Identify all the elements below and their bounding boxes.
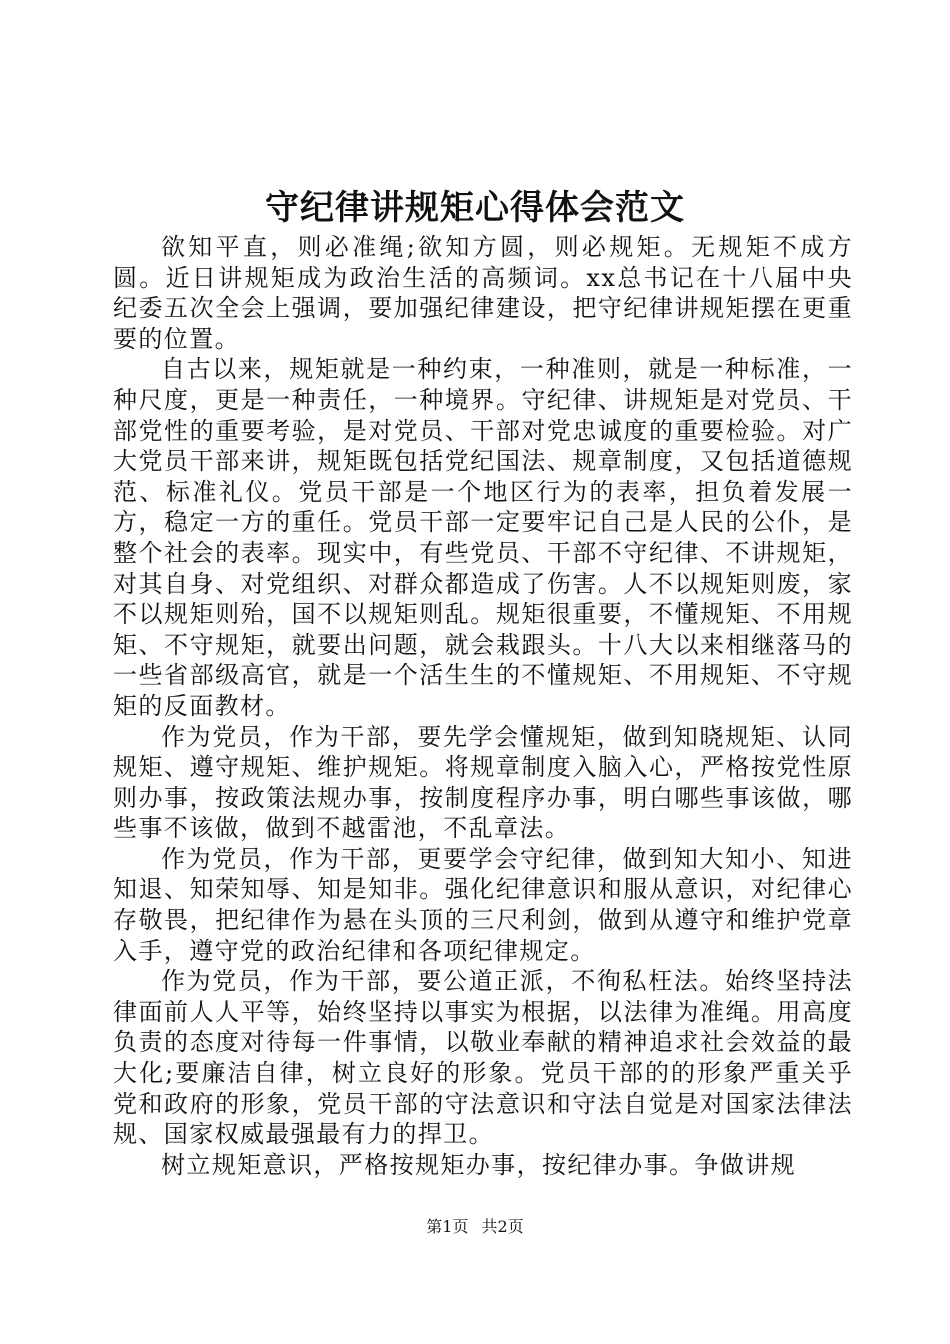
- document-title: 守纪律讲规矩心得体会范文: [265, 188, 685, 228]
- page-number-current: 第1页: [426, 1217, 469, 1236]
- page-footer: [0, 1215, 950, 1239]
- paragraph-3: 作为党员，作为干部，要先学会懂规矩，做到知晓规矩、认同规矩、遵守规矩、维护规矩。将规章制度入脑入心，严格按党性原则办事，按政策法规办事，按制度程序办事，明白哪些事该做，哪些事不该做，做到不越雷池，不乱章法。: [113, 722, 853, 843]
- paragraph-2: 自古以来，规矩就是一种约束，一种准则，就是一种标准，一种尺度，更是一种责任，一种境界。守纪律、讲规矩是对党员、干部党性的重要考验，是对党员、干部对党忠诚度的重要检验。对广大党员干部来讲，规矩既包括党纪国法、规章制度，又包括道德规范、标准礼仪。党员干部是一个地区行为的表率，担负着发展一方，稳定一方的重任。党员干部一定要牢记自己是人民的公仆，是整个社会的表率。现实中，有些党员、干部不守纪律、不讲规矩，对其自身、对党组织、对群众都造成了伤害。人不以规矩则废，家不以规矩则殆，国不以规矩则乱。规矩很重要，不懂规矩、不用规矩、不守规矩，就要出问题，就会栽跟头。十八大以来相继落马的一些省部级高官，就是一个活生生的不懂规矩、不用规矩、不守规矩的反面教材。: [113, 355, 853, 720]
- paragraph-1: 欲知平直，则必准绳;欲知方圆，则必规矩。无规矩不成方圆。近日讲规矩成为政治生活的高频词。xx总书记在十八届中央纪委五次全会上强调，要加强纪律建设，把守纪律讲规矩摆在更重要的位置。: [113, 233, 853, 353]
- paragraph-5: 作为党员，作为干部，要公道正派，不徇私枉法。始终坚持法律面前人人平等，始终坚持以事实为根据，以法律为准绳。用高度负责的态度对待每一件事情，以敬业奉献的精神追求社会效益的最大化;要廉洁自律，树立良好的形象。党员干部的的形象严重关乎党和政府的形象，党员干部的守法意识和守法自觉是对国家法律法规、国家权威最强最有力的捍卫。: [113, 967, 853, 1149]
- document-body: [113, 232, 853, 1180]
- paragraph-4: 作为党员，作为干部，更要学会守纪律，做到知大知小、知进知退、知荣知辱、知是知非。强化纪律意识和服从意识，对纪律心存敬畏，把纪律作为悬在头顶的三尺利剑，做到从遵守和维护党章入手，遵守党的政治纪律和各项纪律规定。: [113, 844, 853, 965]
- page-number-total: 共2页: [481, 1217, 524, 1236]
- paragraph-6: 树立规矩意识，严格按规矩办事，按纪律办事。争做讲规: [161, 1150, 796, 1179]
